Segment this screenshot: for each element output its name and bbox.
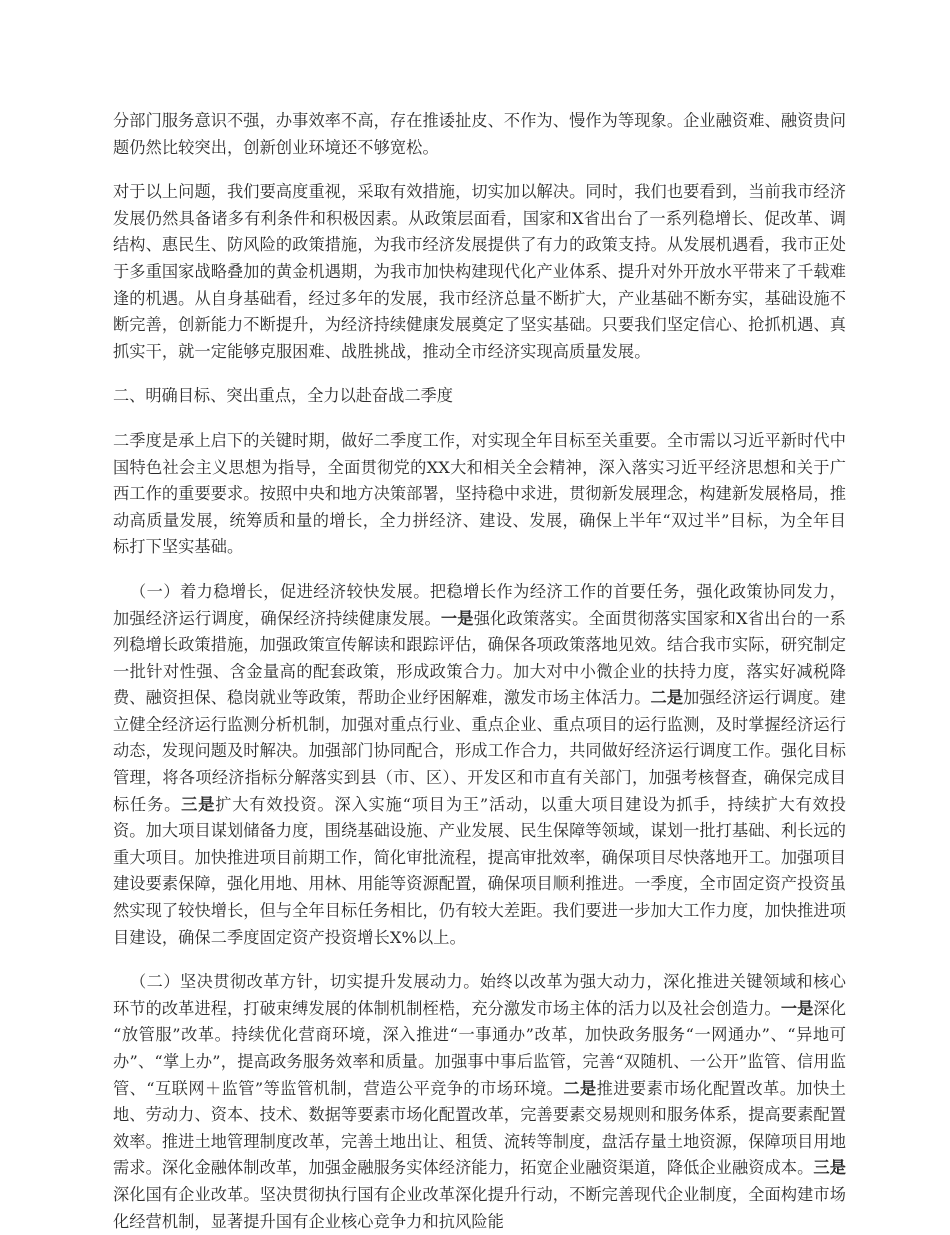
paragraph-subsection-1: [113, 579, 846, 951]
text-run: 强化政策落实。全面贯彻落实国家和X省出台的一系列稳增长政策措施，加强政策宣传解读和跟踪评估，确保各项政策落地见效。结合我市实际，研究制定一批针对性强、含金量高的配套政策，形成政策合力。加大对中小微企业的扶持力度，落实好减税降费、融资担保、稳岗就业等政策，帮助企业纾困解难，激发市场主体活力。: [113, 608, 847, 708]
text-run: 加强经济运行调度。建立健全经济运行监测分析机制，加强对重点行业、重点企业、重点项目的运行监测，及时掌握经济运行动态，发现问题及时解决。加强部门协同配合，形成工作合力，共同做好经济运行调度工作。强化目标管理，将各项经济指标分解落实到县（市、区）、开发区和市直有关部门，加强考核督查，确保完成目标任务。: [113, 688, 846, 814]
bold-lead-marker: 一是: [780, 998, 814, 1018]
text-run: 深化“放管服”改革。持续优化营商环境，深入推进“一事通办”改革，加快政务服务“一网通办”、“异地可办”、“掌上办”，提高政务服务效率和质量。加强事中事后监管，完善“双随机、一公开”监管、信用监管、“互联网＋监管”等监管机制，营造公平竞争的市场环境。: [113, 998, 846, 1098]
document-body: [113, 108, 846, 1235]
bold-lead-marker: 二是: [650, 688, 684, 708]
text-run: （二）坚决贯彻改革方针，切实提升发展动力。始终以改革为强大动力，深化推进关键领域和核心环节的改革进程，打破束缚发展的体制机制桎梏，充分激发市场主体的活力以及社会创造力。: [113, 972, 846, 1018]
text-run: 深化国有企业改革。坚决贯彻执行国有企业改革深化提升行动，不断完善现代企业制度，全面构建市场化经营机制，显著提升国有企业核心竞争力和抗风险能: [113, 1184, 846, 1231]
bold-lead-marker: 一是: [440, 608, 474, 628]
paragraph-2: 对于以上问题，我们要高度重视，采取有效措施，切实加以解决。同时，我们也要看到，当前我市经济发展仍然具备诸多有利条件和积极因素。从政策层面看，国家和X省出台了一系列稳增长、促改革、调结构、惠民生、防风险的政策措施，为我市经济发展提供了有力的政策支持。从发展机遇看，我市正处于多重国家战略叠加的黄金机遇期，为我市加快构建现代化产业体系、提升对外开放水平带来了千载难逢的机遇。从自身基础看，经过多年的发展，我市经济总量不断扩大，产业基础不断夯实，基础设施不断完善，创新能力不断提升，为经济持续健康发展奠定了坚实基础。只要我们坚定信心、抢抓机遇、真抓实干，就一定能够克服困难、战胜挑战，推动全市经济实现高质量发展。: [113, 182, 846, 361]
bold-lead-marker: 二是: [563, 1078, 597, 1098]
paragraph-subsection-2: [113, 969, 846, 1235]
text-run: （一）着力稳增长，促进经济较快发展。把稳增长作为经济工作的首要任务，强化政策协同发力，加强经济运行调度，确保经济持续健康发展。: [113, 581, 846, 628]
text-run: 推进要素市场化配置改革。加快土地、劳动力、资本、技术、数据等要素市场化配置改革，完善要素交易规则和服务体系，提高要素配置效率。推进土地管理制度改革，完善土地出让、租赁、流转等制度，盘活存量土地资源，保障项目用地需求。深化金融体制改革，加强金融服务实体经济能力，拓宽企业融资渠道，降低企业融资成本。: [113, 1078, 846, 1178]
bold-lead-marker: 三是: [181, 794, 216, 814]
paragraph-1: 分部门服务意识不强，办事效率不高，存在推诿扯皮、不作为、慢作为等现象。企业融资难、融资贵问题仍然比较突出，创新创业环境还不够宽松。: [113, 111, 846, 157]
text-run: 扩大有效投资。深入实施“项目为王”活动，以重大项目建设为抓手，持续扩大有效投资。加大项目谋划储备力度，围绕基础设施、产业发展、民生保障等领域，谋划一批打基础、利长远的重大项目。加快推进项目前期工作，简化审批流程，提高审批效率，确保项目尽快落地开工。加强项目建设要素保障，强化用地、用林、用能等资源配置，确保项目顺利推进。一季度，全市固定资产投资虽然实现了较快增长，但与全年目标任务相比，仍有较大差距。我们要进一步加大工作力度，加快推进项目建设，确保二季度固定资产投资增长X%以上。: [113, 794, 847, 947]
bold-lead-marker: 三是: [813, 1158, 846, 1178]
paragraph-3: 二季度是承上启下的关键时期，做好二季度工作，对实现全年目标至关重要。全市需以习近平新时代中国特色社会主义思想为指导，全面贯彻党的XX大和相关全会精神，深入落实习近平经济思想和关于广西工作的重要要求。按照中央和地方决策部署，坚持稳中求进，贯彻新发展理念，构建新发展格局，推动高质量发展，统筹质和量的增长，全力拼经济、建设、发展，确保上半年“双过半”目标，为全年目标打下坚实基础。: [113, 430, 846, 557]
section-heading-2: 二、明确目标、突出重点，全力以赴奋战二季度: [113, 386, 453, 406]
